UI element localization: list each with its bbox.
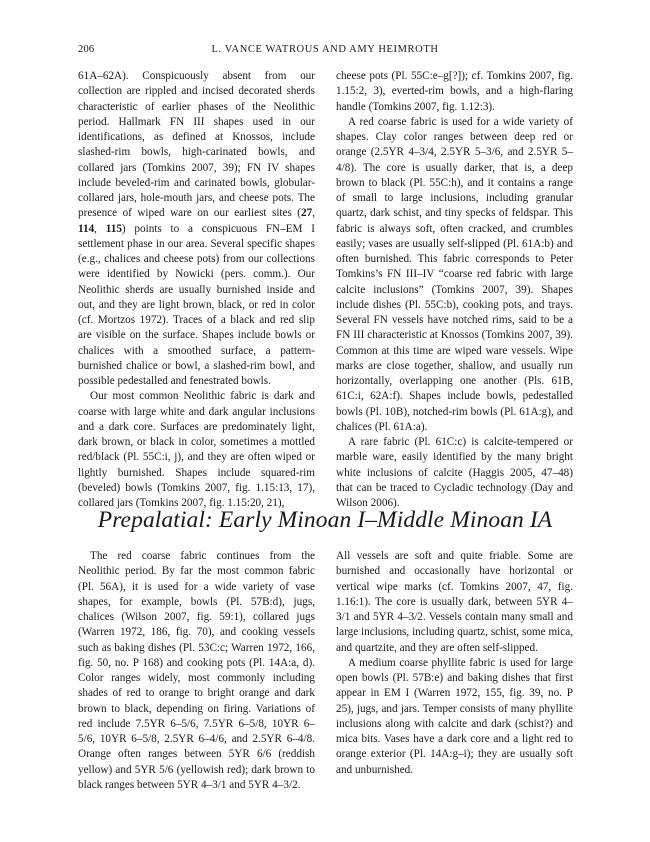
bottom-right-column [336, 549, 573, 778]
bottom-left-column [78, 549, 315, 793]
text-run: 61A–62A). Conspicuously absent from our collection are rippled and incised decorated sherds characteristic of earlier phases of the Neolithic period. Hallmark FN III shapes used in our identifications, as defined at Knossos, include slashed-rim bowls, high-carinated bowls, and collared jars (Tomkins 2007, 39); FN IV shapes include beveled-rim and carinated bowls, globular-collared jars, hole-mouth jars, and cheese pots. The presence of wiped ware on our earliest sites ( [78, 70, 315, 220]
paragraph: A red coarse fabric is used for a wide variety of shapes. Clay color ranges between deep red or orange (2.5YR 4–3/4, 2.5YR 5–3/6, and 2.5YR 5–4/8). The core is usually darker, that is, a deep brown to black (Pl. 55C:h), and it contains a range of small to large inclusions, including granular quartz, dark schist, and tiny specks of feldspar. This fabric is always soft, often cracked, and crumbles easily; vases are usually self-slipped (Pl. 61A:b) and often burnished. This fabric corresponds to Peter Tomkins’s FN III–IV “coarse red fabric with large calcite inclusions” (Tomkins 2007, 39). Shapes include dishes (Pl. 55C:b), cooking pots, and trays. Several FN vessels have notched rims, said to be a FN III characteristic at Knossos (Tomkins 2007, 39). Common at this time are wiped ware vessels. Wipe marks are close together, shallow, and usually run horizontally, overlapping one another (Pls. 61B, 61C:i, 62A:f). Shapes include bowls, pedestalled bowls (Pl. 10B), notched-rim bowls (Pl. 61A:g), and chalices (Pl. 61A:a). [336, 115, 573, 433]
paragraph: Our most common Neolithic fabric is dark and coarse with large white and dark angular inclusions and a dark core. Surfaces are predominately light, dark brown, or black in color, sometimes a mottled red/black (Pl. 55C:i, j), and they are often wiped or lightly burnished. Shapes include squared-rim (beveled) bowls (Tomkins 2007, fig. 1.15:13, 17), collared jars (Tomkins 2007, fig. 1.15:20, 21), [78, 390, 315, 509]
site-number: 115 [105, 222, 122, 235]
paragraph: All vessels are soft and quite friable. Some are burnished and occasionally have horizontal or vertical wipe marks (cf. Tomkins 2007, 47, fig. 1.16:1). The core is usually dark, between 5YR 4–3/1 and 5YR 4–3/2. Vessels contain many small and large inclusions, including quartz, schist, some mica, and quartzite, and they are often self-slipped. [336, 550, 573, 654]
top-right-column [336, 69, 573, 511]
paragraph: 61A–62A). Conspicuously absent from our collection are rippled and incised decorated sherds characteristic of earlier phases of the Neolithic period. Hallmark FN III shapes used in our identifications, as defined at Knossos, include slashed-rim bowls, high-carinated bowls, and collared jars (Tomkins 2007, 39); FN IV shapes include beveled-rim and carinated bowls, globular-collared jars, hole-mouth jars, and cheese pots. The presence of wiped ware on our earliest sites (27, 114, 115) points to a conspicuous FN–EM I settlement phase in our area. Several specific shapes (e.g., chalices and cheese pots) from our collections were identified by Nowicki (pers. comm.). Our Neolithic sherds are usually burnished inside and out, and they are light brown, black, or red in color (cf. Mortzos 1972). Traces of a black and red slip are visible on the surface. Shapes include bowls or chalices with a smoothed surface, a pattern-burnished chalice or bowl, a slashed-rim bowl, and possible pedestalled and fenestrated bowls. [78, 70, 315, 387]
top-left-column [78, 69, 315, 511]
site-number: 114 [78, 222, 95, 235]
section-heading: Prepalatial: Early Minoan I–Middle Minoan IA [97, 507, 553, 533]
paragraph: The red coarse fabric continues from the Neolithic period. By far the most common fabric (Pl. 56A), it is used for a wide variety of vase shapes, for example, bowls (Pl. 57B:d), jugs, chalices (Wilson 2007, fig. 59:1), collared jugs (Warren 1972, 186, fig. 70), and cooking vessels such as baking dishes (Pl. 53C:c; Warren 1972, 166, fig. 50, no. P 168) and cooking pots (Pl. 14A:a, d). Color ranges widely, most commonly including shades of red to orange to bright orange and dark brown to black, depending on firing. Variations of red include 7.5YR 6–5/6, 7.5YR 6–5/8, 10YR 6–5/6, 10YR 6–5/8, 2.5YR 6–4/6, and 2.5YR 6–4/8. Orange often ranges between 5YR 6/6 (reddish yellow) and 5YR 5/6 (yellowish red); dark brown to black ranges between 5YR 4–3/1 and 5YR 4–3/2. [78, 550, 315, 791]
paragraph: A rare fabric (Pl. 61C:c) is calcite-tempered or marble ware, easily identified by the many bright white inclusions of calcite (Haggis 2005, 47–48) that can be traced to Cycladic technology (Day and Wilson 2006). [336, 436, 573, 509]
paragraph: cheese pots (Pl. 55C:e–g[?]); cf. Tomkins 2007, fig. 1.15:2, 3), everted-rim bowls, and a high-flaring handle (Tomkins 2007, fig. 1.12:3). [336, 70, 573, 113]
text-run: ) points to a conspicuous FN–EM I settlement phase in our area. Several specific shapes (e.g., chalices and cheese pots) from our collections were identified by Nowicki (pers. comm.). Our Neolithic sherds are usually burnished inside and out, and they are light brown, black, or red in color (cf. Mortzos 1972). Traces of a black and red slip are visible on the surface. Shapes include bowls or chalices with a smoothed surface, a pattern-burnished chalice or bowl, a slashed-rim bowl, and possible pedestalled and fenestrated bowls. [78, 222, 315, 387]
running-head: L. VANCE WATROUS AND AMY HEIMROTH [211, 44, 439, 55]
site-number: 27 [301, 207, 313, 220]
paragraph: A medium coarse phyllite fabric is used for large open bowls (Pl. 57B:e) and baking dishes that first appear in EM I (Warren 1972, 155, fig. 39, no. P 25), jugs, and jars. Temper consists of many phyllite inclusions along with calcite and dark (schist?) and mica bits. Vases have a dark core and a light red to orange exterior (Pl. 14A:g–i); they are usually soft and unburnished. [336, 656, 573, 776]
page-number: 206 [78, 44, 95, 55]
page-header [78, 44, 572, 60]
